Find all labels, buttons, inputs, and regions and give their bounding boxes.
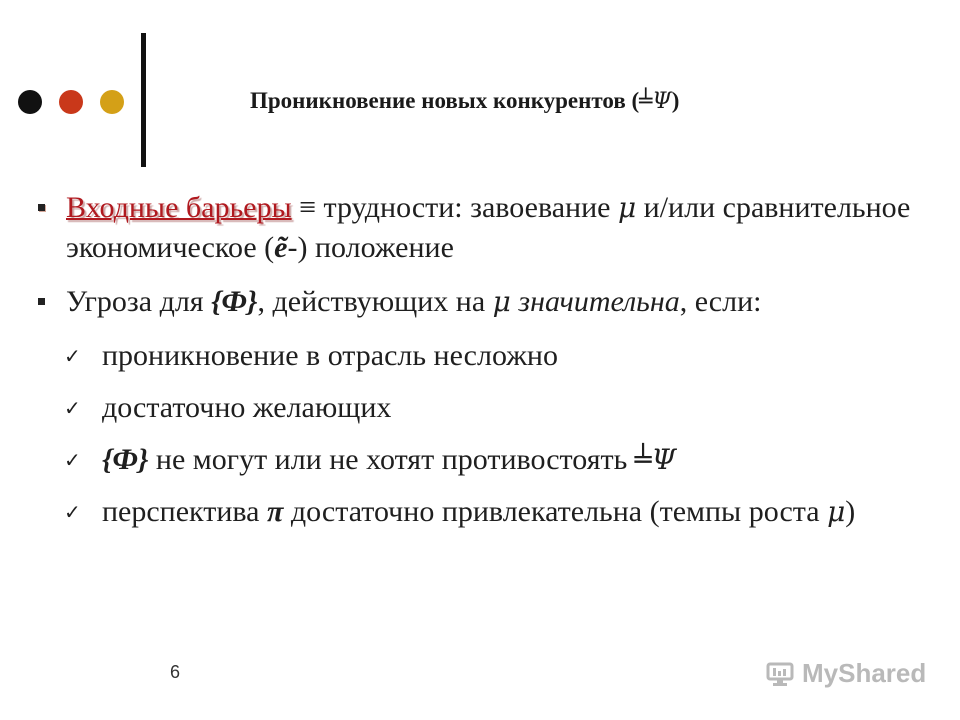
decorative-dots xyxy=(18,90,124,114)
watermark xyxy=(766,658,926,689)
myshared-logo-icon xyxy=(766,661,796,687)
watermark-text: MyShared xyxy=(802,658,927,688)
bullet-entry-barriers: Входные барьеры ≡ трудности: завоевание μ и/или сравнительное экономическое (ẽ-) положение xyxy=(30,188,930,268)
black-dot xyxy=(18,90,42,114)
gold-dot xyxy=(100,90,124,114)
bullet-threat: Угроза для {Ф}, действующих на μ значительна, если: xyxy=(30,282,930,322)
entry-barriers-link[interactable]: Входные барьеры xyxy=(66,191,292,224)
checkmark-icon: ✓ xyxy=(64,344,81,368)
page-number: 6 xyxy=(170,662,181,682)
check-item-entry-easy: ✓ проникновение в отрасль несложно xyxy=(30,336,930,376)
slide-content xyxy=(30,188,930,544)
checkmark-icon: ✓ xyxy=(64,396,81,420)
vertical-divider xyxy=(141,33,146,167)
check-item-many-willing: ✓ достаточно желающих xyxy=(30,388,930,428)
check-item-attractive-prospect: ✓ перспектива π достаточно привлекательна (темпы роста μ) xyxy=(30,492,930,532)
title-symbol: ╧Ψ xyxy=(639,89,672,114)
check-item-cannot-resist: ✓ {Ф} не могут или не хотят противостоять ╧Ψ xyxy=(30,440,930,480)
checkmark-icon: ✓ xyxy=(64,500,81,524)
checkmark-icon: ✓ xyxy=(64,448,81,472)
red-dot xyxy=(59,90,83,114)
bullet-square-icon xyxy=(38,298,45,305)
slide-title: Проникновение новых конкурентов (╧Ψ) xyxy=(250,88,680,114)
bullet-square-icon xyxy=(38,204,45,211)
